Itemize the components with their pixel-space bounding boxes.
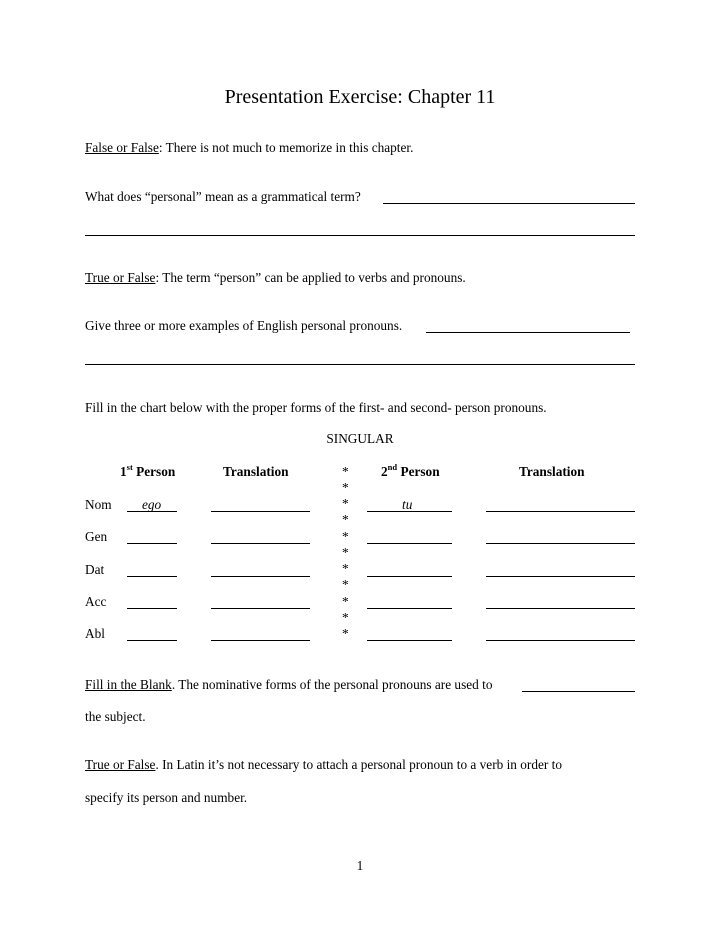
question-false-or-false (85, 140, 413, 156)
question-text: What does “personal” mean as a grammatical term? (85, 189, 361, 204)
first-person-nom-value: ego (142, 497, 162, 512)
page-number: 1 (356, 858, 364, 873)
translation-nom-blank[interactable] (211, 511, 310, 512)
separator-star: * (342, 464, 349, 479)
translation-gen-blank[interactable] (211, 543, 310, 544)
first-person-abl-blank[interactable] (127, 640, 177, 641)
second-person-acc-blank[interactable] (367, 608, 452, 609)
case-label-gen: Gen (85, 529, 108, 544)
case-label-dat: Dat (85, 562, 105, 577)
separator-star: * (342, 512, 349, 527)
second-person-abl-blank[interactable] (367, 640, 452, 641)
answer-blank[interactable] (522, 691, 635, 692)
case-label-nom: Nom (85, 497, 112, 512)
answer-blank[interactable] (426, 332, 630, 333)
second-person-gen-blank[interactable] (367, 543, 452, 544)
second-person-nom-value: tu (402, 497, 413, 512)
answer-blank-line[interactable] (85, 364, 635, 365)
translation-abl-blank[interactable] (211, 640, 310, 641)
translation-dat-blank[interactable] (211, 576, 310, 577)
question-label: Fill in the Blank (85, 677, 172, 692)
second-person-dat-blank[interactable] (367, 576, 452, 577)
first-person-nom-blank[interactable] (127, 511, 177, 512)
translation-2-nom-blank[interactable] (486, 511, 635, 512)
first-person-acc-blank[interactable] (127, 608, 177, 609)
separator-star: * (342, 496, 349, 511)
question-true-or-false-person (85, 270, 466, 286)
first-person-dat-blank[interactable] (127, 576, 177, 577)
question-label: False or False (85, 140, 159, 155)
separator-star: * (342, 610, 349, 625)
question-label: True or False (85, 270, 156, 285)
page-title: Presentation Exercise: Chapter 11 (224, 86, 496, 108)
translation-2-gen-blank[interactable] (486, 543, 635, 544)
question-text: Give three or more examples of English personal pronouns. (85, 318, 403, 333)
second-person-nom-blank[interactable] (367, 511, 452, 512)
chart-heading: SINGULAR (326, 431, 394, 446)
col-translation-header-2: Translation (519, 464, 585, 479)
translation-2-acc-blank[interactable] (486, 608, 635, 609)
case-label-abl: Abl (85, 626, 105, 641)
question-label: True or False (85, 757, 156, 772)
chart-instructions: Fill in the chart below with the proper forms of the first- and second- person pronouns. (85, 400, 547, 415)
separator-star: * (342, 577, 349, 592)
question-personal-meaning (85, 189, 361, 205)
separator-star: * (342, 626, 349, 641)
translation-acc-blank[interactable] (211, 608, 310, 609)
question-text: : The term “person” can be applied to verbs and pronouns. (155, 270, 466, 285)
answer-blank[interactable] (383, 203, 635, 204)
question-text: . In Latin it’s not necessary to attach a personal pronoun to a verb in order to (155, 757, 562, 772)
question-true-or-false-latin (85, 757, 562, 773)
question-continuation: the subject. (85, 709, 146, 724)
separator-star: * (342, 545, 349, 560)
question-text: . The nominative forms of the personal pronouns are used to (171, 677, 493, 692)
translation-2-dat-blank[interactable] (486, 576, 635, 577)
separator-star: * (342, 480, 349, 495)
case-label-acc: Acc (85, 594, 107, 609)
question-continuation: specify its person and number. (85, 790, 248, 805)
answer-blank-line[interactable] (85, 235, 635, 236)
question-fill-in-blank (85, 677, 492, 693)
col-first-person-header: 1st Person (120, 461, 176, 479)
col-translation-header: Translation (223, 464, 289, 479)
first-person-gen-blank[interactable] (127, 543, 177, 544)
translation-2-abl-blank[interactable] (486, 640, 635, 641)
col-second-person-header: 2nd Person (381, 461, 440, 479)
separator-star: * (342, 561, 349, 576)
separator-star: * (342, 529, 349, 544)
question-text: : There is not much to memorize in this chapter. (158, 140, 414, 155)
separator-star: * (342, 594, 349, 609)
question-english-pronouns (85, 318, 402, 334)
